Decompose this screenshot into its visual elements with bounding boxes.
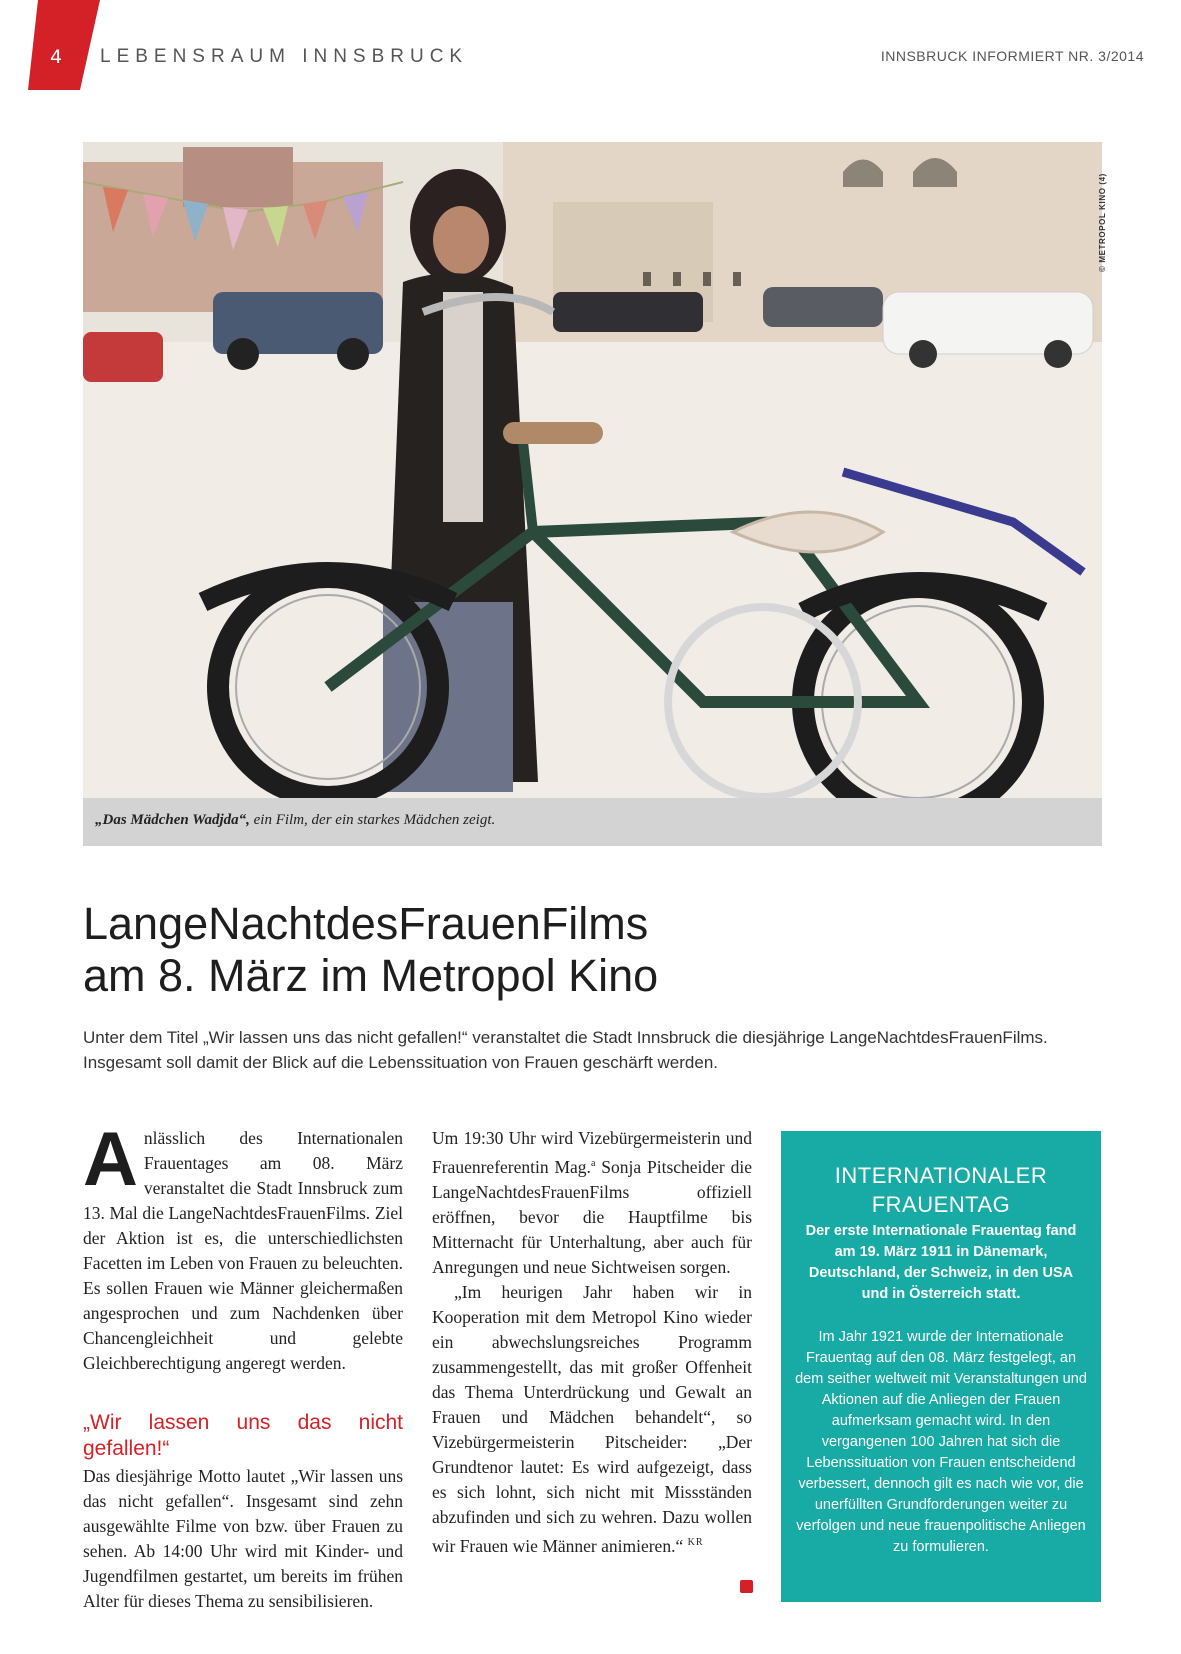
headline-line-1: LangeNachtdesFrauenFilms [83, 898, 649, 949]
paragraph-motto: Das diesjährige Motto lautet „Wir lassen uns das nicht gefallen“. Insgesamt sind zehn ausgewählte Filme von bzw. über Frauen zu sehen. Ab 14:00 Uhr wird mit Kinder- und Jugendfilmen gestartet, um bereits im frühen Alter für dieses Thema zu sensibilisieren. [83, 1466, 403, 1611]
issue-label: INNSBRUCK INFORMIERT NR. 3/2014 [880, 48, 1144, 64]
paragraph-intro [83, 1117, 403, 1376]
paragraph-opening-b: Sonja Pitscheider die LangeNachtdesFrauenFilms offiziell eröffnen, bevor die Hauptfilme bis Mitternacht für Unterhaltung, aber auch für Anregungen und neue Sichtweisen sorgen. [432, 1156, 752, 1277]
paragraph-opening-a: Um 19:30 Uhr wird Vizebürgermeisterin und Frauenreferentin Mag. [432, 1128, 752, 1177]
photo-illustration [83, 142, 1102, 798]
paragraph-intro-text: nlässlich des Internationalen Frauentages am 08. März veranstaltet die Stadt Innsbruck zum 13. Mal die LangeNachtdesFrauenFilms. Ziel der Aktion ist es, die unterschiedlichsten Facetten im Leben von Frauen zu beleuchten. Es sollen Frauen wie Männer gleichermaßen angesprochen und zum Nachdenken über Chancengleichheit und gelebte Gleichberechtigung angeregt werden. [83, 1128, 403, 1373]
superscript-a: a [590, 1158, 596, 1169]
paragraph-opening [432, 1126, 752, 1280]
drop-cap: A [83, 1117, 138, 1202]
page-number: 4 [50, 46, 63, 68]
caption-film-title: „Das Mädchen Wadjda“, [95, 812, 250, 828]
article-subhead: „Wir lassen uns das nicht gefallen!“ [83, 1411, 403, 1460]
article-column-left [83, 1117, 403, 1614]
article-headline [83, 898, 1083, 1002]
article-column-middle [432, 1126, 752, 1559]
headline-line-2: am 8. März im Metropol Kino [83, 950, 659, 1001]
caption-text: ein Film, der ein starkes Mädchen zeigt. [249, 812, 496, 828]
page-tab [28, 0, 100, 90]
article-lead: Unter dem Titel „Wir lassen uns das nicht gefallen!“ veranstaltet die Stadt Innsbruck die diesjährige LangeNachtdesFrauenFilms. Insgesamt soll damit der Blick auf die Lebenssituation von Frauen geschärft werden. [83, 1028, 1048, 1072]
paragraph-quote [432, 1280, 752, 1559]
article-photo [83, 142, 1102, 798]
info-box-body: Im Jahr 1921 wurde der Internationale Frauentag auf den 08. März festgelegt, an dem seither weltweit mit Veranstaltungen und Aktionen auf die Anliegen der Frauen aufmerksam gemacht wird. In den vergangenen 100 Jahren hat sich die Lebenssituation von Frauen entscheidend verbessert, dennoch gilt es nach wie vor, die unerfüllten Grundforderungen weiter zu verfolgen und neue frauenpolitische Anliegen zu formulieren. [795, 1329, 1087, 1555]
author-initials: KR [687, 1536, 704, 1548]
article-end-mark [740, 1580, 753, 1593]
section-title: LEBENSRAUM INNSBRUCK [100, 46, 469, 67]
paragraph-quote-text: „Im heurigen Jahr haben wir in Kooperation mit dem Metropol Kino wieder ein abwechslungsreiches Programm zusammengestellt, das mit großer Offenheit das Thema Unterdrückung und Gewalt an Frauen und Mädchen behandelt“, so Vizebürgermeisterin Pitscheider: „Der Grundtenor lautet: Es wird aufgezeigt, dass es sich lohnt, sich nicht mit Missständen abzufinden und sich zu wehren. Dazu wollen wir Frauen wie Männer animieren.“ [432, 1281, 752, 1556]
photo-credit: © METROPOL KINO (4) [1098, 173, 1107, 272]
info-box-lead: Der erste Internationale Frauentag fand am 19. März 1911 in Dänemark, Deutschland, der Schweiz, in den USA und in Österreich statt. [805, 1223, 1077, 1302]
info-box [781, 1131, 1101, 1602]
info-box-title: INTERNATIONALER FRAUENTAG [834, 1163, 1048, 1217]
photo-caption [83, 798, 1102, 846]
